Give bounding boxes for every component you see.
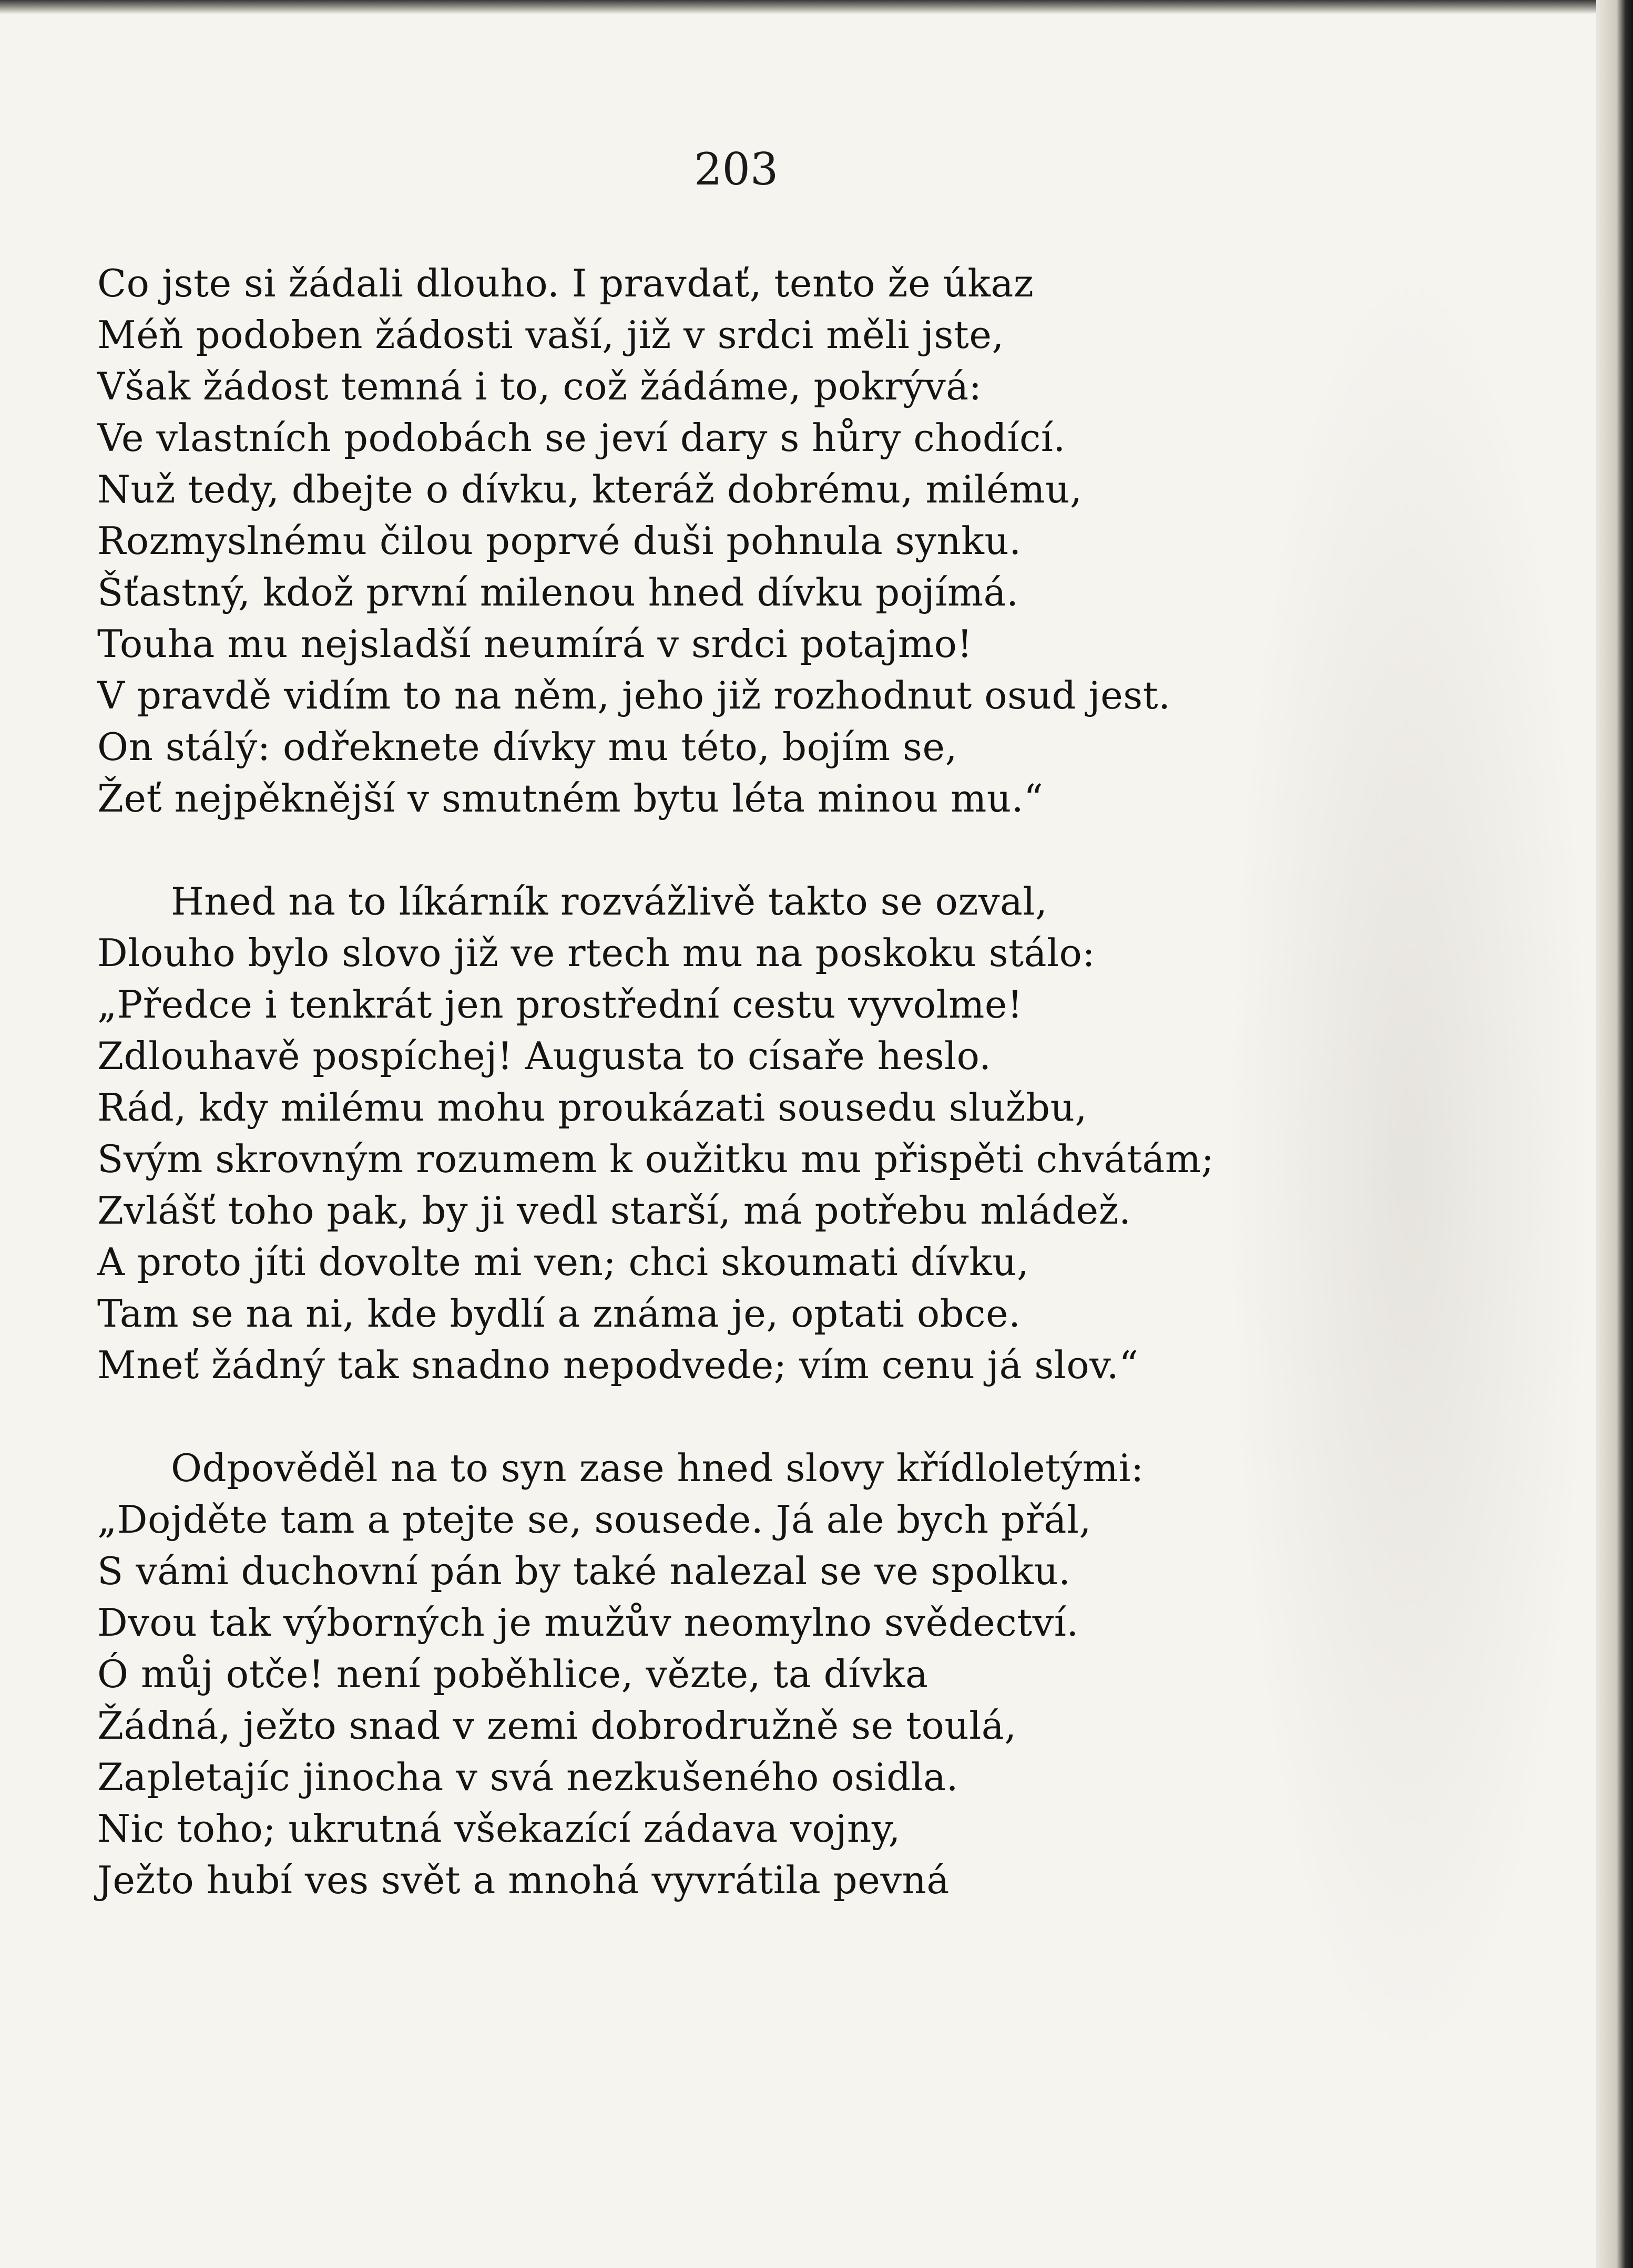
verse-line: Mneť žádný tak snadno nepodvede; vím cenu já slov.“ [97, 1343, 1139, 1387]
verse-line: S vámi duchovní pán by také nalezal se ve spolku. [97, 1549, 1071, 1593]
page-number: 203 [694, 143, 779, 195]
verse-line: Rozmyslnému čilou poprvé duši pohnula synku. [97, 519, 1022, 563]
verse-line: Šťastný, kdož první milenou hned dívku pojímá. [97, 570, 1019, 614]
verse-line: Hned na to líkárník rozvážlivě takto se ozval, [171, 879, 1048, 923]
verse-line: Ježto hubí ves svět a mnohá vyvrátila pevná [97, 1858, 950, 1902]
page-right-edge [1596, 0, 1633, 2268]
verse-line: Odpověděl na to syn zase hned slovy křídloletými: [171, 1446, 1144, 1490]
poem-text [97, 258, 1385, 1906]
verse-line: „Předce i tenkrát jen prostřední cestu vyvolme! [97, 982, 1023, 1027]
verse-line: Zdlouhavě pospíchej! Augusta to císaře heslo. [97, 1034, 992, 1078]
verse-line: Žádná, ježto snad v zemi dobrodružně se toulá, [97, 1703, 1017, 1748]
verse-line: Zvlášť toho pak, by ji vedl starší, má potřebu mládež. [97, 1188, 1131, 1233]
verse-line: Méň podoben žádosti vaší, již v srdci měli jste, [97, 313, 1004, 357]
verse-line: Nuž tedy, dbejte o dívku, kteráž dobrému, milému, [97, 467, 1083, 511]
verse-line: Dvou tak výborných je mužův neomylno svědectví. [97, 1600, 1079, 1645]
verse-line: Žeť nejpěknější v smutném bytu léta minou mu.“ [97, 776, 1044, 820]
verse-line: Však žádost temná i to, což žádáme, pokrývá: [97, 364, 982, 408]
verse-line: On stálý: odřeknete dívky mu této, bojím se, [97, 725, 957, 769]
verse-line: „Dojděte tam a ptejte se, sousede. Já ale bych přál, [97, 1497, 1091, 1542]
stanza [97, 876, 1385, 1391]
page-top-edge [0, 0, 1633, 14]
verse-line: Touha mu nejsladší neumírá v srdci potajmo! [97, 622, 973, 666]
verse-line: Co jste si žádali dlouho. I pravdať, tento že úkaz [97, 261, 1034, 305]
verse-line: V pravdě vidím to na něm, jeho již rozhodnut osud jest. [97, 673, 1171, 717]
verse-line: Svým skrovným rozumem k oužitku mu přispěti chvátám; [97, 1137, 1214, 1181]
verse-line: Nic toho; ukrutná všekazící zádava vojny, [97, 1807, 901, 1851]
verse-line: A proto jíti dovolte mi ven; chci skoumati dívku, [97, 1240, 1029, 1284]
verse-line: Dlouho bylo slovo již ve rtech mu na poskoku stálo: [97, 931, 1096, 975]
verse-line: Zapletajíc jinocha v svá nezkušeného osidla. [97, 1755, 958, 1799]
stanza [97, 258, 1385, 824]
verse-line: Ve vlastních podobách se jeví dary s hůry chodící. [97, 416, 1066, 460]
verse-line: Ó můj otče! není poběhlice, vězte, ta dívka [97, 1652, 928, 1696]
verse-line: Rád, kdy milému mohu proukázati sousedu službu, [97, 1085, 1087, 1130]
verse-line: Tam se na ni, kde bydlí a známa je, optati obce. [97, 1291, 1021, 1336]
stanza [97, 1442, 1385, 1906]
